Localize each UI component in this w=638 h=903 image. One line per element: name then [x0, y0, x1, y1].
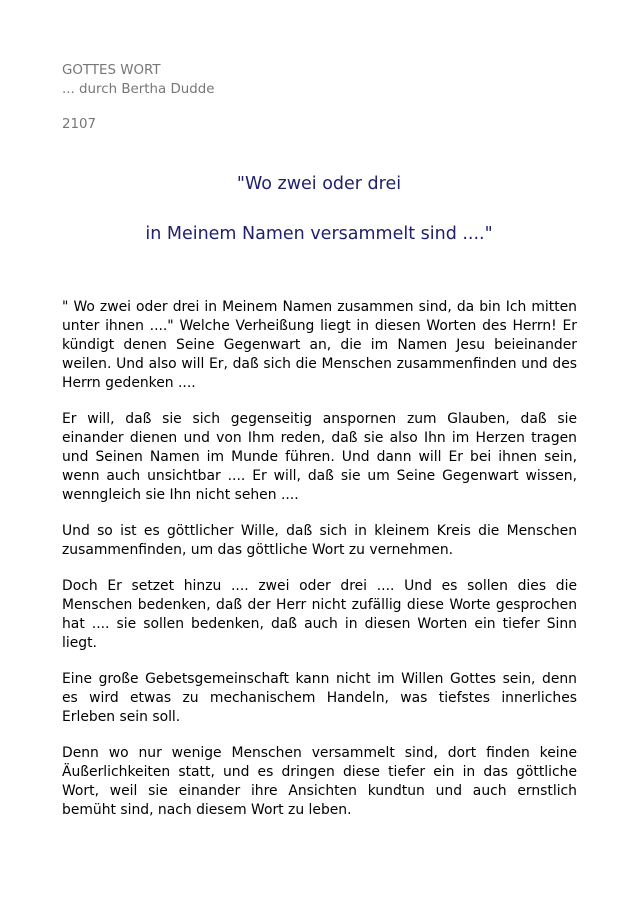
author-line: ... durch Bertha Dudde: [62, 82, 215, 97]
title-line-1: "Wo zwei oder drei: [236, 174, 402, 194]
source-label: GOTTES WORT: [62, 63, 161, 78]
body-text: [62, 298, 577, 837]
paragraph-5: Eine große Gebetsgemeinschaft kann nicht im Willen Gottes sein, denn es wird etwas zu mechanischem Handeln, was tiefstes innerliches Erleben sein soll.: [62, 671, 577, 725]
paragraph-1: " Wo zwei oder drei in Meinem Namen zusammen sind, da bin Ich mitten unter ihnen ...." Welche Verheißung liegt in diesen Worten des Herrn! Er kündigt denen Seine Gegenwart an, die im Namen Jesu beieinander weilen. Und also will Er, daß sich die Menschen zusammenfinden und des Herrn gedenken ....: [62, 299, 577, 391]
paragraph-3: Und so ist es göttlicher Wille, daß sich in kleinem Kreis die Menschen zusammenfinden, um das göttliche Wort zu vernehmen.: [62, 523, 577, 558]
paragraph-4: Doch Er setzet hinzu .... zwei oder drei .... Und es sollen dies die Menschen bedenken, daß der Herr nicht zufällig diese Worte gesprochen hat .... sie sollen bedenken, daß auch in diesen Worten ein tiefer Sinn liegt.: [62, 578, 577, 651]
paragraph-2: Er will, daß sie sich gegenseitig anspornen zum Glauben, daß sie einander dienen und von Ihm reden, daß sie also Ihn im Herzen tragen und Seinen Namen im Munde führen. Und dann will Er bei ihnen sein, wenn auch unsichtbar .... Er will, daß sie um Seine Gegenwart wissen, wenngleich sie Ihn nicht sehen ....: [62, 411, 577, 503]
document-number: 2107: [62, 117, 97, 132]
title-line-2: in Meinem Namen versammelt sind ....": [145, 224, 493, 244]
paragraph-6: Denn wo nur wenige Menschen versammelt sind, dort finden keine Äußerlichkeiten statt, und es dringen diese tiefer ein in das göttliche Wort, weil sie einander ihre Ansichten kundtun und auch ernstlich bemüht sind, nach diesem Wort zu leben.: [62, 745, 577, 818]
